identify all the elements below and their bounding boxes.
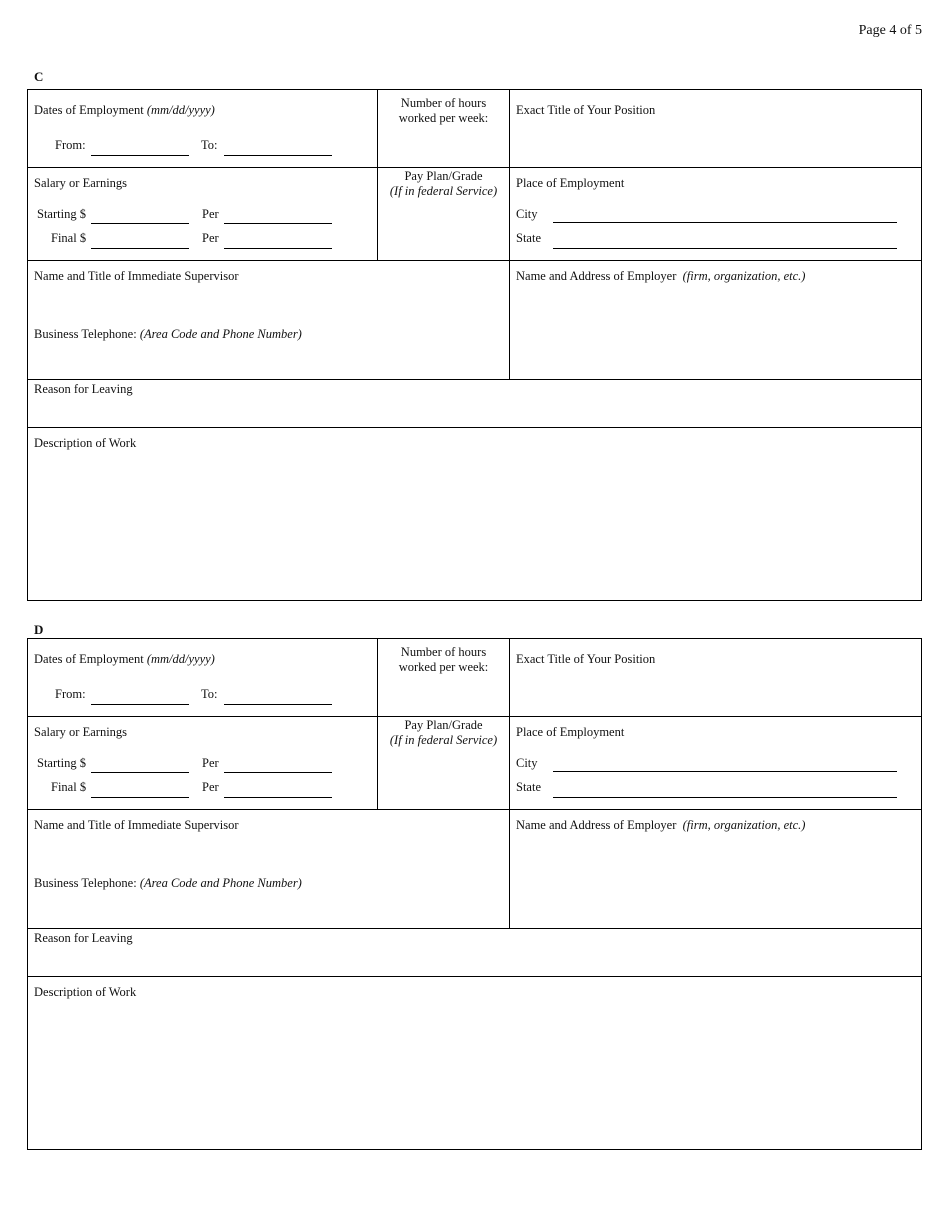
row-divider — [28, 809, 921, 810]
pay-plan-grade-label: Pay Plan/Grade (If in federal Service) — [389, 169, 498, 198]
section-frame — [27, 89, 922, 601]
state-field[interactable] — [553, 248, 897, 249]
column-divider — [509, 639, 510, 929]
description-of-work-label: Description of Work — [34, 436, 137, 450]
hours-per-week-label: Number of hours worked per week: — [398, 96, 489, 125]
state-label: State — [516, 780, 541, 794]
supervisor-label: Name and Title of Immediate Supervisor — [34, 818, 239, 832]
city-field[interactable] — [553, 222, 897, 223]
employer-label: Name and Address of Employer (firm, organization, etc.) — [516, 269, 806, 283]
city-label: City — [516, 207, 538, 221]
final-per-field[interactable] — [224, 248, 332, 249]
final-per-field[interactable] — [224, 797, 332, 798]
starting-salary-field[interactable] — [91, 772, 189, 773]
final-salary-field[interactable] — [91, 797, 189, 798]
per-label: Per — [202, 756, 219, 770]
from-label: From: — [55, 687, 86, 701]
place-of-employment-label: Place of Employment — [516, 725, 625, 739]
employment-section-d — [0, 549, 950, 1159]
state-label: State — [516, 231, 541, 245]
starting-salary-field[interactable] — [91, 223, 189, 224]
from-date-field[interactable] — [91, 704, 189, 705]
starting-per-field[interactable] — [224, 223, 332, 224]
section-letter: C — [34, 69, 44, 84]
business-telephone-label: Business Telephone: (Area Code and Phone Number) — [34, 327, 302, 341]
final-salary-label: Final $ — [51, 231, 87, 245]
per-label: Per — [202, 780, 219, 794]
employment-section-c — [0, 0, 950, 610]
row-divider — [28, 976, 921, 977]
supervisor-label: Name and Title of Immediate Supervisor — [34, 269, 239, 283]
section-frame — [27, 638, 922, 1150]
row-divider — [28, 716, 921, 717]
to-date-field[interactable] — [224, 704, 332, 705]
state-field[interactable] — [553, 797, 897, 798]
column-divider — [509, 90, 510, 380]
final-salary-field[interactable] — [91, 248, 189, 249]
starting-salary-label: Starting $ — [37, 756, 86, 770]
from-label: From: — [55, 138, 86, 152]
position-title-label: Exact Title of Your Position — [516, 103, 656, 117]
row-divider — [28, 379, 921, 380]
per-label: Per — [202, 231, 219, 245]
to-date-field[interactable] — [224, 155, 332, 156]
employer-label: Name and Address of Employer (firm, organization, etc.) — [516, 818, 806, 832]
pay-plan-grade-label: Pay Plan/Grade (If in federal Service) — [389, 718, 498, 747]
city-label: City — [516, 756, 538, 770]
city-field[interactable] — [553, 771, 897, 772]
dates-of-employment-label: Dates of Employment (mm/dd/yyyy) — [34, 103, 215, 117]
business-telephone-label: Business Telephone: (Area Code and Phone Number) — [34, 876, 302, 890]
row-divider — [28, 167, 921, 168]
page-number: Page 4 of 5 — [858, 23, 922, 38]
from-date-field[interactable] — [91, 155, 189, 156]
row-divider — [28, 427, 921, 428]
position-title-label: Exact Title of Your Position — [516, 652, 656, 666]
starting-per-field[interactable] — [224, 772, 332, 773]
salary-label: Salary or Earnings — [34, 176, 128, 190]
row-divider — [28, 928, 921, 929]
to-label: To: — [201, 687, 218, 701]
description-of-work-label: Description of Work — [34, 985, 137, 999]
section-letter: D — [34, 622, 44, 637]
row-divider — [28, 260, 921, 261]
starting-salary-label: Starting $ — [37, 207, 86, 221]
reason-for-leaving-label: Reason for Leaving — [34, 382, 133, 396]
per-label: Per — [202, 207, 219, 221]
to-label: To: — [201, 138, 218, 152]
final-salary-label: Final $ — [51, 780, 87, 794]
dates-of-employment-label: Dates of Employment (mm/dd/yyyy) — [34, 652, 215, 666]
place-of-employment-label: Place of Employment — [516, 176, 625, 190]
salary-label: Salary or Earnings — [34, 725, 128, 739]
hours-per-week-label: Number of hours worked per week: — [398, 645, 489, 674]
reason-for-leaving-label: Reason for Leaving — [34, 931, 133, 945]
